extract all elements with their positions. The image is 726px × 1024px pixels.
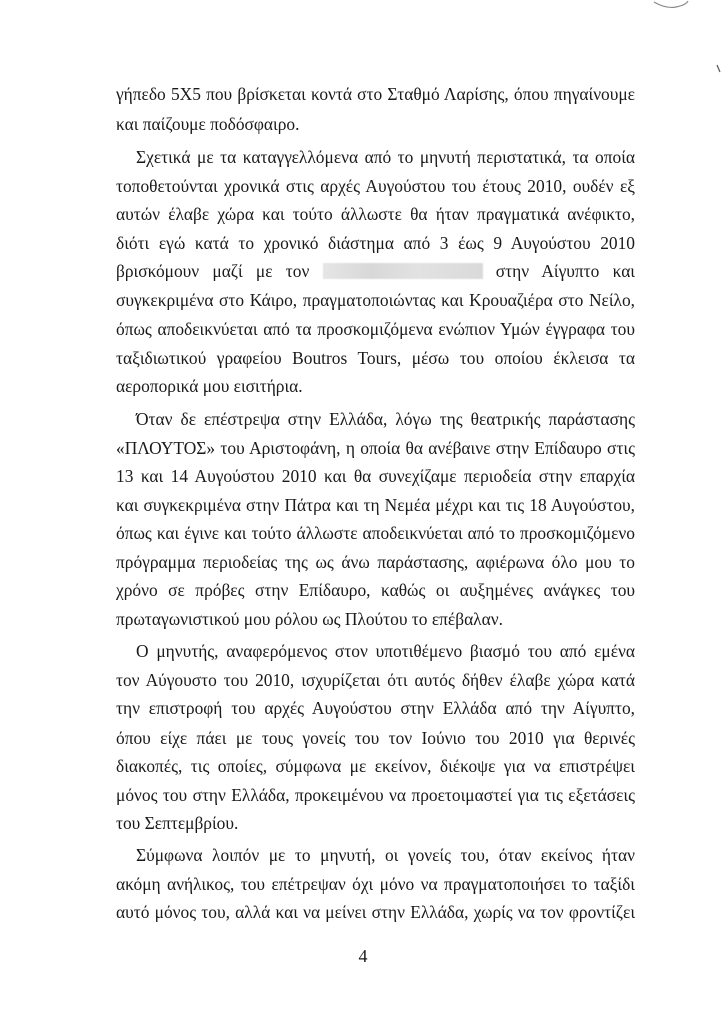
text-line: «ΠΛΟΥΤΟΣ» του Αριστοφάνη, η οποία θα ανέβαινε στην Επίδαυρο στις	[116, 437, 635, 458]
text-line: διακοπές, τις οποίες, σύμφωνα με εκείνον, διέκοψε για να επιστρέψει	[116, 755, 635, 776]
text-line: και παίζουμε ποδόσφαιρο.	[116, 114, 300, 134]
text-line: τοποθετούνται χρονικά στις αρχές Αυγούστου του έτους 2010, ουδέν εξ	[116, 175, 635, 196]
text-line: διότι εγώ κατά το χρονικό διάστημα από 3 έως 9 Αυγούστου 2010	[116, 233, 635, 254]
text-line: ταξιδιωτικού γραφείου Boutros Tours, μέσω του οποίου έκλεισα τα	[116, 347, 635, 368]
text-line: αυτών έλαβε χώρα και τούτο άλλωστε θα ήταν πραγματικά ανέφικτο,	[116, 204, 635, 225]
text-line: Όταν δε επέστρεψα στην Ελλάδα, λόγω της θεατρικής παράστασης	[136, 408, 635, 429]
text-segment: στην Αίγυπτο και	[495, 261, 635, 282]
text-line: όπως αποδεικνύεται από τα προσκομιζόμενα ενώπιον Υμών έγγραφα του	[116, 318, 635, 339]
text-line: συγκεκριμένα στο Κάιρο, πραγματοποιώντας και Κρουαζιέρα στο Νείλο,	[116, 290, 635, 311]
text-line: Σχετικά με τα καταγγελλόμενα από το μηνυτή περιστατικά, τα οποία	[136, 146, 635, 167]
text-line: γήπεδο 5Χ5 που βρίσκεται κοντά στο Σταθμό Λαρίσης, όπου πηγαίνουμε	[116, 84, 635, 104]
text-line: 13 και 14 Αυγούστου 2010 και θα συνεχίζαμε περιοδεία στην επαρχία	[116, 465, 635, 486]
text-line: Ο μηνυτής, αναφερόμενος στον υποτιθέμενο βιασμό του από εμένα	[136, 641, 635, 662]
text-line: Σύμφωνα λοιπόν με το μηνυτή, οι γονείς του, όταν εκείνος ήταν	[136, 844, 635, 865]
text-line: ακόμη ανήλικος, του επέτρεψαν όχι μόνο να πραγματοποιήσει το ταξίδι	[116, 873, 635, 894]
text-line-with-redaction	[116, 259, 635, 283]
text-line: πρόγραμμα περιοδείας της ως άνω παράστασης, αφιέρωνα όλο μου το	[116, 552, 635, 573]
text-line: όπου είχε πάει με τους γονείς του τον Ιούνιο του 2010 για θερινές	[116, 727, 635, 748]
text-segment: βρισκόμουν μαζί με τον	[116, 261, 310, 282]
page-number: 4	[358, 946, 368, 966]
text-line: μόνος του στην Ελλάδα, προκειμένου να προετοιμαστεί για τις εξετάσεις	[116, 784, 635, 805]
text-line: την επιστροφή του αρχές Αυγούστου στην Ελλάδα από την Αίγυπτο,	[116, 698, 635, 719]
text-line: τον Αύγουστο του 2010, ισχυρίζεται ότι αυτός δήθεν έλαβε χώρα κατά	[116, 670, 635, 691]
text-line: αεροπορικά μου εισιτήρια.	[116, 375, 303, 396]
text-line: και συγκεκριμένα στην Πάτρα και τη Νεμέα μέχρι και τις 18 Αυγούστου,	[116, 494, 635, 515]
text-line: του Σεπτεμβρίου.	[116, 812, 239, 833]
text-line: αυτό μόνος του, αλλά και να μείνει στην Ελλάδα, χωρίς να τον φροντίζει	[116, 902, 635, 922]
text-line: πρωταγωνιστικού μου ρόλου ως Πλούτου το επέβαλαν.	[116, 609, 503, 630]
text-line: χρόνο σε πρόβες στην Επίδαυρο, καθώς οι αυξημένες ανάγκες του	[116, 580, 635, 601]
scan-corner-mark	[652, 0, 690, 10]
text-line: όπως και έγινε και τούτο άλλωστε αποδεικνύεται από το προσκομιζόμενο	[116, 523, 635, 543]
margin-mark	[716, 64, 722, 74]
redacted-name	[323, 263, 483, 279]
